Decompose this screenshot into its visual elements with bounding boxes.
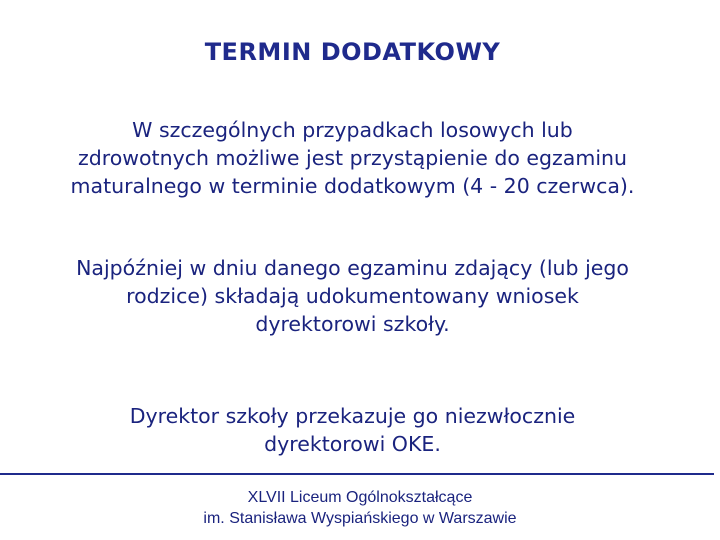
paragraph-line: Dyrektor szkoły przekazuje go niezwłocznie — [129, 404, 576, 428]
paragraph-line: dyrektorowi szkoły. — [255, 312, 450, 336]
paragraph-line: Najpóźniej w dniu danego egzaminu zdający (lub jego — [76, 256, 629, 280]
paragraph-application-deadline — [0, 254, 705, 338]
paragraph-line: rodzice) składają udokumentowany wniosek — [126, 284, 579, 308]
paragraph-line: maturalnego w terminie dodatkowym (4 - 20 czerwca). — [70, 174, 635, 198]
paragraph-director-forwarding — [0, 402, 705, 458]
paragraph-line: W szczególnych przypadkach losowych lub — [132, 118, 573, 142]
footer-school-name — [0, 487, 720, 529]
footer-line: im. Stanisława Wyspiańskiego w Warszawie — [203, 510, 517, 527]
paragraph-line: zdrowotnych możliwe jest przystąpienie do egzaminu — [77, 146, 628, 170]
slide-title: TERMIN DODATKOWY — [204, 38, 501, 66]
paragraph-additional-term — [0, 116, 705, 200]
paragraph-line: dyrektorowi OKE. — [264, 432, 441, 456]
footer-divider — [0, 473, 714, 475]
footer-line: XLVII Liceum Ogólnokształcące — [247, 489, 473, 506]
